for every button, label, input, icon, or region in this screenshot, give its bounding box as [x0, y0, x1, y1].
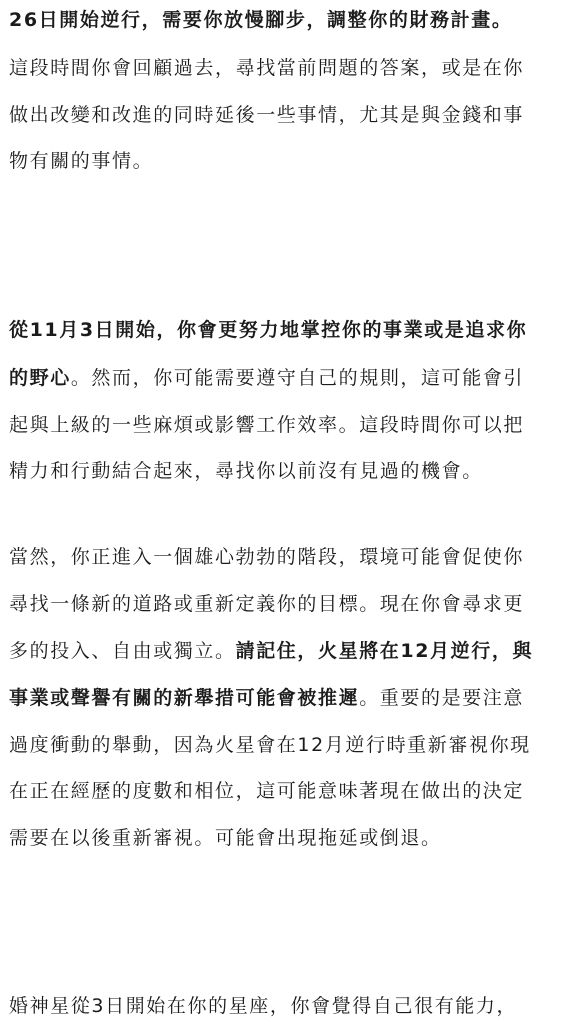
body-text: 起與上級的一些麻煩或影響工作效率。這段時間你可以把: [9, 414, 525, 436]
bold-text: 的野心: [9, 367, 71, 389]
text-line: [9, 638, 533, 664]
body-text: 尋找一條新的道路或重新定義你的目標。現在你會尋求更: [9, 593, 525, 615]
bold-text: 事業或聲譽有關的新舉措可能會被推遲: [9, 687, 360, 709]
text-line: [9, 148, 153, 174]
text-line: [9, 317, 527, 343]
body-text: 多的投入、自由或獨立。: [9, 640, 236, 662]
text-line: [9, 825, 442, 851]
text-line: [9, 412, 524, 438]
body-text: 過度衝動的舉動，因為火星會在12月逆行時重新審視你現: [9, 734, 531, 756]
text-line: [9, 55, 524, 81]
body-text: 。重要的是要注意: [359, 687, 525, 709]
body-text: 做出改變和改進的同時延後一些事情，尤其是與金錢和事: [9, 104, 525, 126]
body-text: 在正在經歷的度數和相位，這可能意味著現在做出的決定: [9, 780, 525, 802]
text-line: [9, 732, 531, 758]
body-text: 這段時間你會回顧過去，尋找當前問題的答案，或是在你: [9, 57, 525, 79]
bold-text: 請記住，火星將在12月逆行，與: [235, 640, 534, 662]
text-line: [9, 591, 524, 617]
text-line: [9, 544, 524, 570]
body-text: 物有關的事情。: [9, 150, 154, 172]
text-line: [9, 365, 524, 391]
text-line: [9, 102, 524, 128]
body-text: 精力和行動結合起來，尋找你以前沒有見過的機會。: [9, 460, 483, 482]
text-line: [9, 7, 512, 33]
text-line: [9, 778, 524, 804]
body-text: 。然而，你可能需要遵守自己的規則，這可能會引: [70, 367, 525, 389]
text-line: [9, 993, 517, 1019]
text-line: [9, 458, 483, 484]
body-text: 需要在以後重新審視。可能會出現拖延或倒退。: [9, 827, 442, 849]
bold-text: 26日開始逆行，需要你放慢腳步，調整你的財務計畫。: [9, 9, 513, 31]
bold-text: 從11月3日開始，你會更努力地掌控你的事業或是追求你: [9, 319, 528, 341]
body-text: 當然，你正進入一個雄心勃勃的階段，環境可能會促使你: [9, 546, 525, 568]
body-text: 婚神星從3日開始在你的星座，你會覺得自己很有能力，: [9, 995, 518, 1017]
text-line: [9, 685, 524, 711]
